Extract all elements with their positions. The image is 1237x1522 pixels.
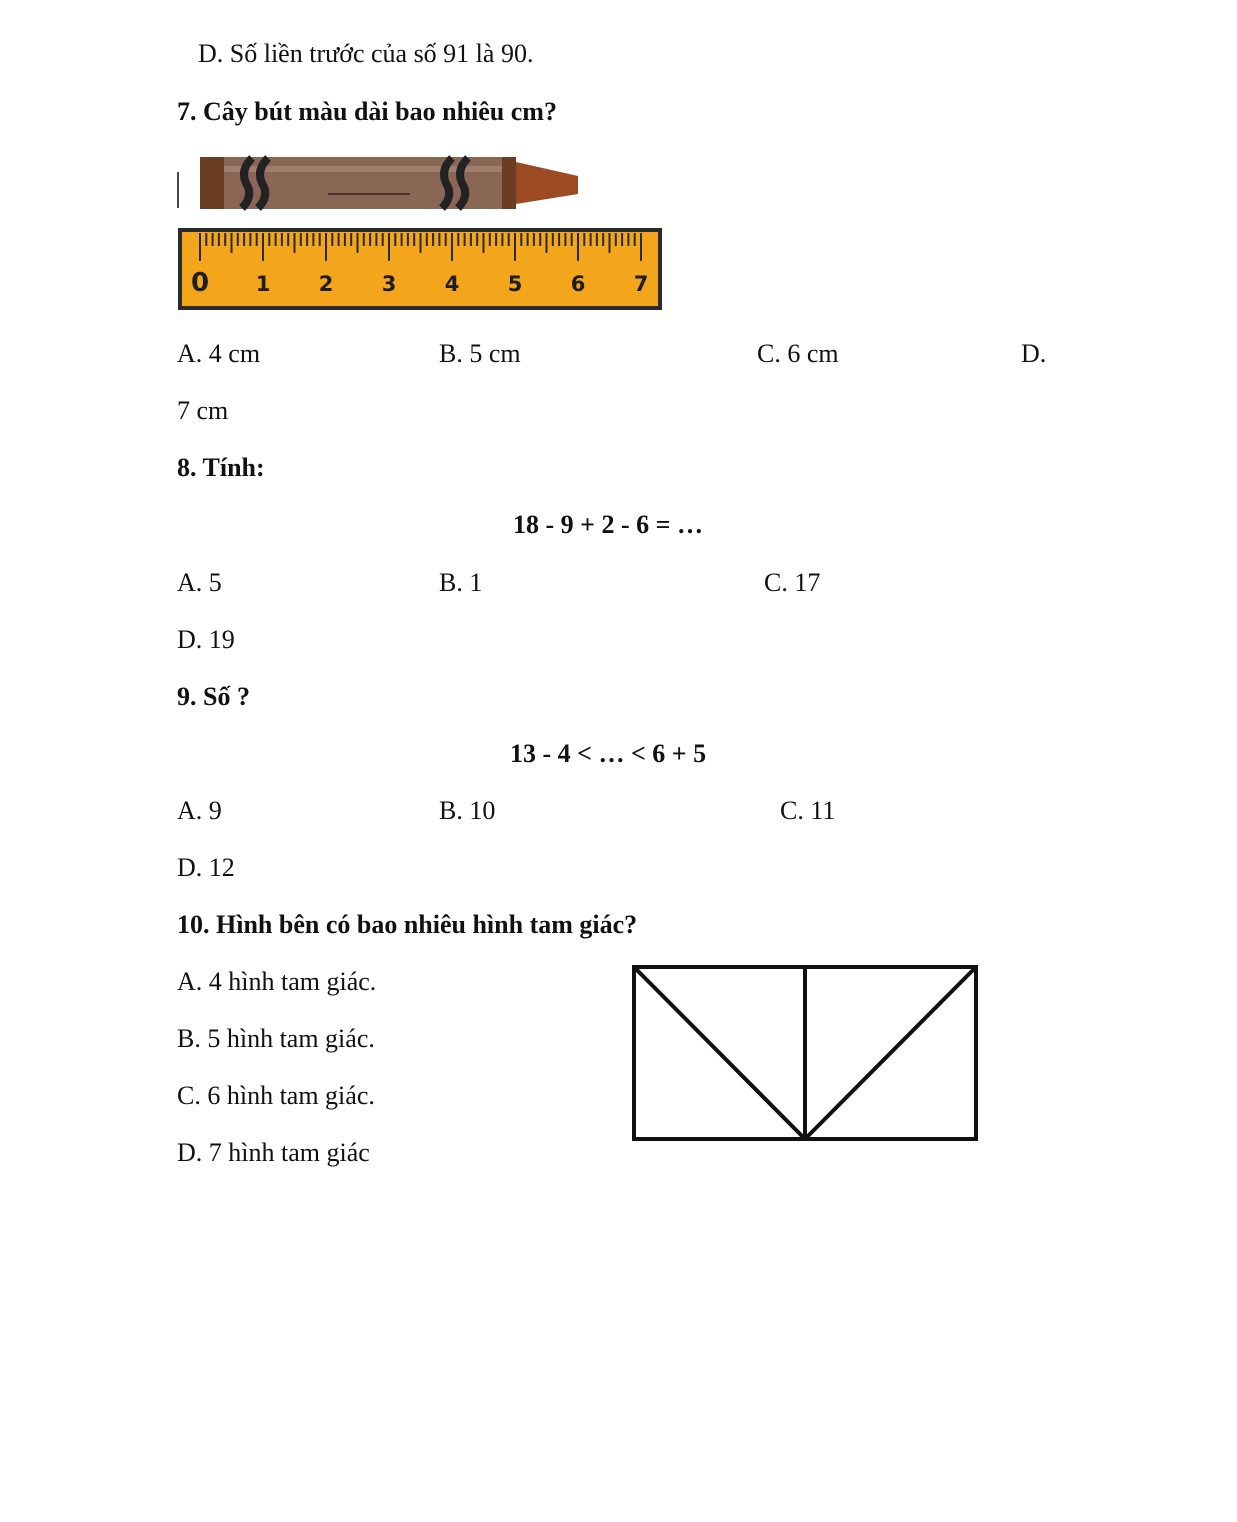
q8-option-d: D. 19 — [177, 625, 235, 654]
ruler-label: 6 — [570, 272, 586, 296]
q10-option-d: D. 7 hình tam giác — [177, 1138, 370, 1167]
ruler-label: 0 — [190, 268, 210, 298]
crayon-image — [176, 152, 586, 214]
ruler-label: 3 — [381, 272, 397, 296]
q7-option-d: D. — [1021, 339, 1047, 368]
q8-option-c: C. 17 — [764, 568, 821, 597]
q8-option-b: B. 1 — [439, 568, 483, 597]
crayon-front-band — [502, 157, 516, 209]
crayon-tip — [516, 162, 578, 204]
q10-option-c: C. 6 hình tam giác. — [177, 1081, 375, 1110]
q10-option-b: B. 5 hình tam giác. — [177, 1024, 375, 1053]
figure-left-diagonal — [634, 967, 805, 1139]
q10-option-a: A. 4 hình tam giác. — [177, 967, 377, 996]
q7-option-d-wrap: 7 cm — [177, 396, 229, 425]
ruler-label: 1 — [255, 272, 271, 296]
q9-title: 9. Số ? — [177, 682, 250, 711]
crayon-end-band — [200, 157, 224, 209]
q7-option-a: A. 4 cm — [177, 339, 261, 368]
ruler-label: 7 — [633, 272, 649, 296]
ruler-label: 4 — [444, 272, 460, 296]
q8-title: 8. Tính: — [177, 453, 265, 482]
ruler-image — [178, 228, 662, 312]
q7-title: 7. Cây bút màu dài bao nhiêu cm? — [177, 97, 557, 126]
q9-option-a: A. 9 — [177, 796, 222, 825]
q6-option-d: D. Số liền trước của số 91 là 90. — [198, 39, 534, 68]
triangle-figure — [628, 962, 984, 1146]
q7-option-b: B. 5 cm — [439, 339, 521, 368]
crayon-highlight — [224, 166, 516, 172]
figure-right-diagonal — [805, 967, 976, 1139]
crayon-body — [224, 157, 516, 209]
q10-title: 10. Hình bên có bao nhiêu hình tam giác? — [177, 910, 638, 939]
q9-option-d: D. 12 — [177, 853, 235, 882]
ruler-label: 2 — [318, 272, 334, 296]
q9-option-b: B. 10 — [439, 796, 496, 825]
q9-expression: 13 - 4 < … < 6 + 5 — [510, 739, 707, 768]
q9-option-c: C. 11 — [780, 796, 836, 825]
crayon-edge-mark — [177, 172, 179, 208]
q8-expression: 18 - 9 + 2 - 6 = … — [513, 510, 703, 539]
q8-option-a: A. 5 — [177, 568, 222, 597]
q7-option-c: C. 6 cm — [757, 339, 839, 368]
ruler-label: 5 — [507, 272, 523, 296]
